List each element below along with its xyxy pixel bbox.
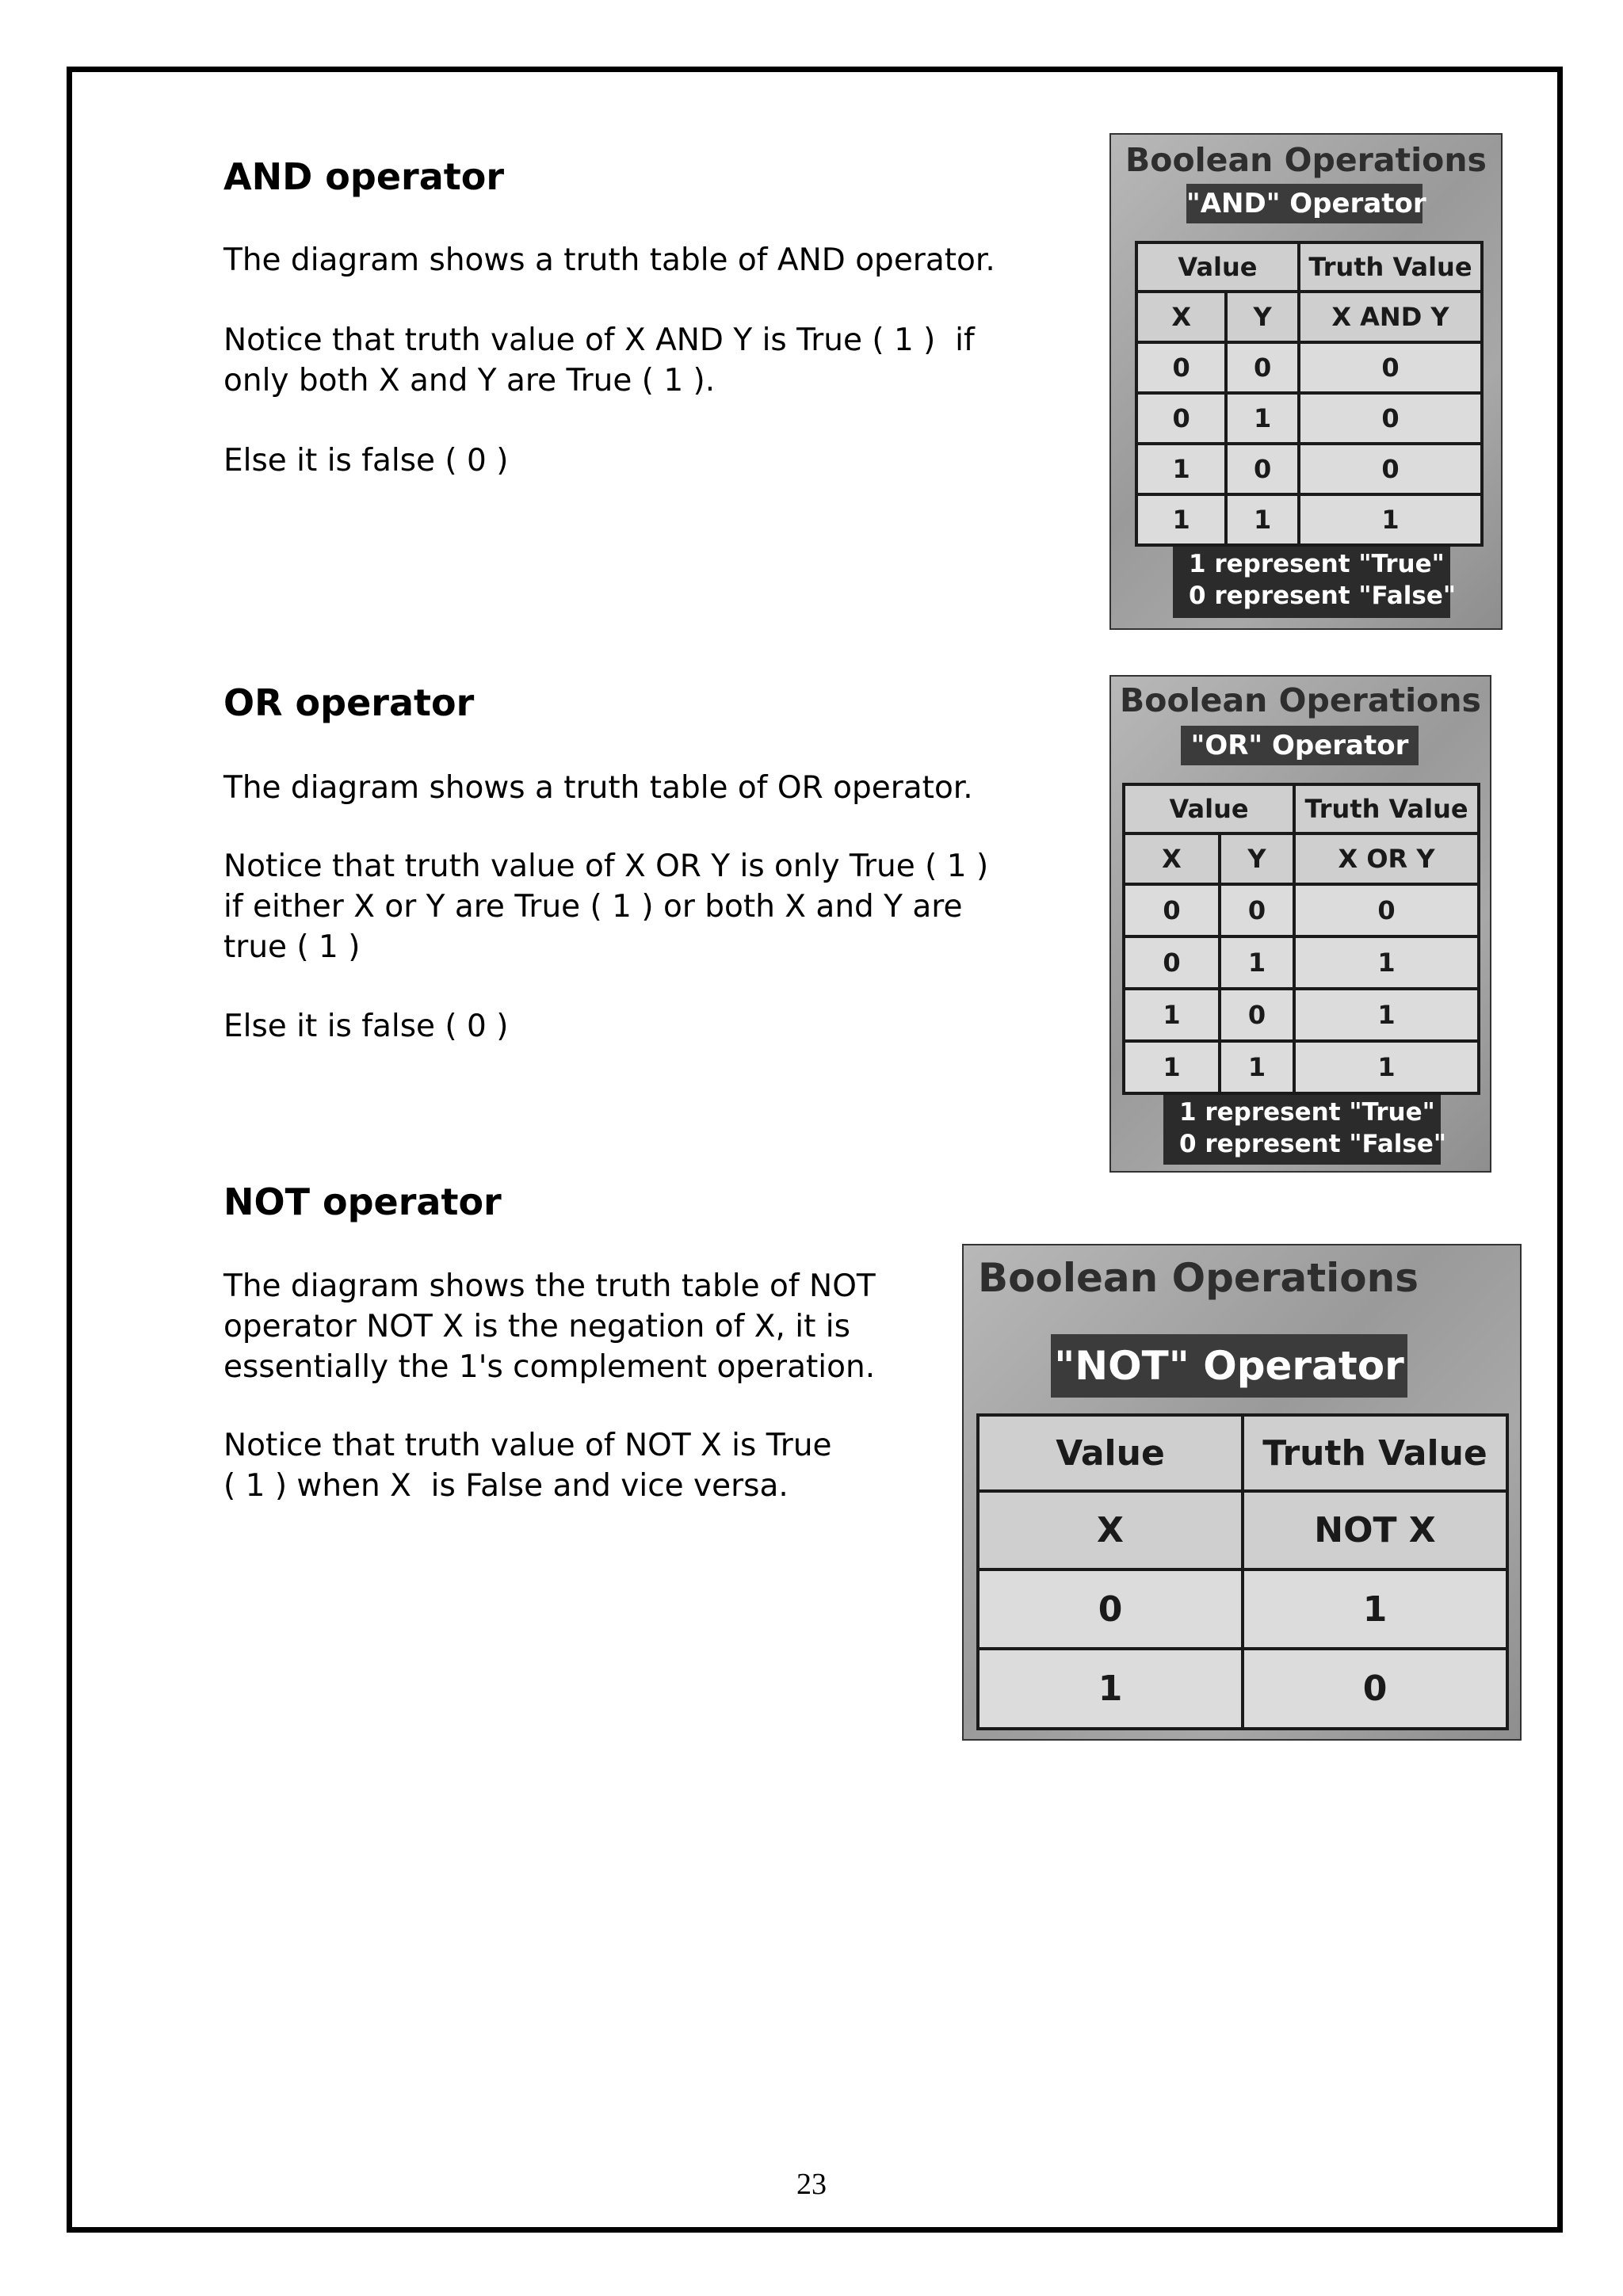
table-row: [1136, 342, 1482, 393]
table-subheader-row: [1124, 833, 1479, 884]
table-row: [1136, 393, 1482, 444]
value-header: Value: [1124, 784, 1294, 833]
table-header-row: [1124, 784, 1479, 833]
operator-label: "NOT" Operator: [1051, 1334, 1407, 1398]
not-x-header: NOT X: [1243, 1491, 1507, 1569]
legend-false: 0 represent "False": [1179, 1130, 1447, 1158]
legend-true: 1 represent "True": [1179, 1098, 1435, 1127]
table-cell: 0: [1124, 936, 1220, 989]
and-operator-heading: AND operator: [223, 155, 505, 198]
not-truth-table: [976, 1413, 1509, 1730]
not-description-line-1: The diagram shows the truth table of NOT: [223, 1268, 876, 1304]
operator-label: "AND" Operator: [1186, 184, 1423, 223]
table-header-row: [978, 1415, 1507, 1491]
table-row: [1136, 444, 1482, 494]
not-notice: [223, 1425, 832, 1506]
truth-value-header: Truth Value: [1299, 242, 1482, 292]
table-subheader-row: [978, 1491, 1507, 1569]
table-cell: 1: [1136, 494, 1226, 545]
page-number: 23: [796, 2168, 827, 2201]
and-truth-table: [1135, 241, 1484, 547]
and-truth-table-figure: [1109, 133, 1503, 630]
legend-true: 1 represent "True": [1189, 550, 1445, 578]
table-row: [978, 1569, 1507, 1650]
and-description: [223, 240, 995, 280]
value-header: Value: [1136, 242, 1299, 292]
table-row: [1124, 936, 1479, 989]
truth-value-header: Truth Value: [1243, 1415, 1507, 1491]
not-description-line-3: essentially the 1's complement operation.: [223, 1349, 876, 1385]
and-else-line: Else it is false ( 0 ): [223, 443, 509, 479]
and-notice: [223, 320, 975, 401]
table-row: [978, 1649, 1507, 1729]
table-row: [1136, 494, 1482, 545]
table-cell: 1: [1294, 936, 1479, 989]
truth-value-header: Truth Value: [1294, 784, 1479, 833]
legend-false: 0 represent "False": [1189, 582, 1457, 610]
and-else: [223, 441, 508, 481]
table-cell: 1: [1124, 989, 1220, 1041]
table-cell: 1: [1226, 494, 1299, 545]
y-header: Y: [1226, 292, 1299, 342]
table-cell: 0: [1124, 884, 1220, 936]
table-cell: 0: [1136, 393, 1226, 444]
table-cell: 0: [1226, 444, 1299, 494]
or-description-line: The diagram shows a truth table of OR operator.: [223, 770, 973, 806]
or-notice-line-1: Notice that truth value of X OR Y is only True ( 1 ): [223, 849, 989, 884]
table-cell: 0: [1220, 884, 1294, 936]
table-cell: 0: [1299, 444, 1482, 494]
x-header: X: [1136, 292, 1226, 342]
table-cell: 0: [1294, 884, 1479, 936]
not-description-line-2: operator NOT X is the negation of X, it is: [223, 1309, 850, 1344]
x-or-y-header: X OR Y: [1294, 833, 1479, 884]
table-cell: 0: [1226, 342, 1299, 393]
table-cell: 1: [978, 1649, 1243, 1729]
table-cell: 0: [1243, 1649, 1507, 1729]
or-description: [223, 768, 973, 808]
table-cell: 1: [1294, 1041, 1479, 1093]
table-cell: 1: [1299, 494, 1482, 545]
y-header: Y: [1220, 833, 1294, 884]
not-notice-line-2: ( 1 ) when X is False and vice versa.: [223, 1468, 789, 1504]
and-description-line: The diagram shows a truth table of AND operator.: [223, 242, 995, 278]
table-cell: 1: [1124, 1041, 1220, 1093]
table-row: [1124, 989, 1479, 1041]
table-header-row: [1136, 242, 1482, 292]
not-notice-line-1: Notice that truth value of NOT X is True: [223, 1428, 832, 1463]
or-operator-heading: OR operator: [223, 681, 475, 724]
table-cell: 0: [1299, 342, 1482, 393]
or-notice-line-2: if either X or Y are True ( 1 ) or both X and Y are: [223, 889, 963, 925]
or-else-line: Else it is false ( 0 ): [223, 1009, 509, 1044]
or-notice: [223, 846, 988, 967]
table-cell: 1: [1243, 1569, 1507, 1650]
table-cell: 1: [1294, 989, 1479, 1041]
and-notice-line-2: only both X and Y are True ( 1 ).: [223, 363, 716, 399]
or-truth-table: [1122, 783, 1480, 1095]
figure-title: Boolean Operations: [978, 1255, 1419, 1301]
figure-title: Boolean Operations: [1120, 681, 1481, 719]
and-notice-line-1: Notice that truth value of X AND Y is True ( 1 ) if: [223, 322, 975, 358]
table-cell: 1: [1136, 444, 1226, 494]
table-cell: 0: [978, 1569, 1243, 1650]
not-description: [223, 1266, 876, 1387]
or-notice-line-3: true ( 1 ): [223, 929, 361, 965]
table-cell: 0: [1220, 989, 1294, 1041]
table-cell: 1: [1226, 393, 1299, 444]
table-cell: 0: [1136, 342, 1226, 393]
figure-legend: [1173, 547, 1457, 618]
table-cell: 0: [1299, 393, 1482, 444]
or-truth-table-figure: [1109, 675, 1491, 1173]
x-and-y-header: X AND Y: [1299, 292, 1482, 342]
table-cell: 1: [1220, 1041, 1294, 1093]
not-truth-table-figure: [962, 1244, 1522, 1741]
table-cell: 1: [1220, 936, 1294, 989]
x-header: X: [1124, 833, 1220, 884]
figure-title: Boolean Operations: [1125, 141, 1487, 179]
not-operator-heading: NOT operator: [223, 1180, 502, 1223]
operator-label: "OR" Operator: [1181, 726, 1419, 765]
figure-legend: [1163, 1095, 1447, 1165]
x-header: X: [978, 1491, 1243, 1569]
table-subheader-row: [1136, 292, 1482, 342]
table-row: [1124, 884, 1479, 936]
value-header: Value: [978, 1415, 1243, 1491]
or-else: [223, 1006, 508, 1047]
table-row: [1124, 1041, 1479, 1093]
